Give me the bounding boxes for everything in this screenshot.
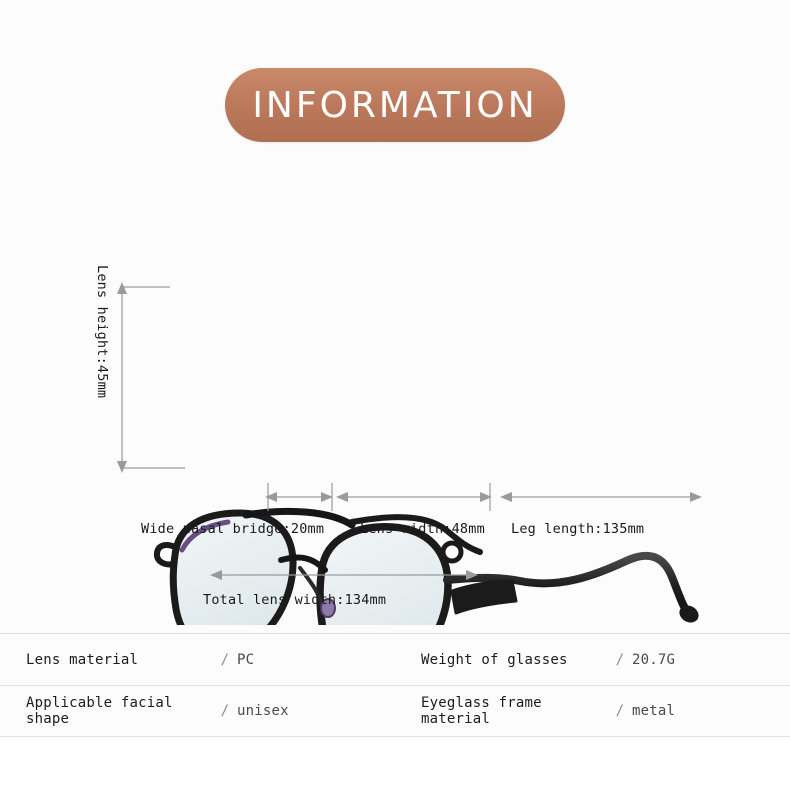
lens-height-label: Lens height:45mm (94, 265, 110, 399)
spec-key: Lens material (26, 651, 139, 668)
total-lens-width-label: Total lens width:134mm (203, 592, 387, 608)
spec-separator: / (615, 651, 624, 668)
specifications-table (0, 633, 790, 737)
spec-key: Eyeglass frame material (421, 695, 542, 727)
spec-cell-lens-material (0, 634, 395, 685)
table-row (0, 633, 790, 685)
spec-cell-weight (395, 634, 790, 685)
table-row (0, 685, 790, 737)
spec-separator: / (615, 703, 624, 719)
nasal-bridge-label: Wide nasal bridge:20mm (141, 521, 325, 537)
header-badge-container (0, 68, 790, 142)
information-badge (225, 68, 565, 142)
lens-width-label: Lens width:48mm (360, 521, 485, 537)
glasses-dimension-diagram (0, 225, 790, 625)
spec-value: metal (632, 703, 676, 719)
spec-separator: / (220, 703, 229, 719)
glasses-illustration (0, 225, 790, 625)
information-badge-label: INFORMATION (252, 84, 538, 126)
leg-length-label: Leg length:135mm (511, 521, 645, 537)
spec-cell-facial-shape (0, 686, 395, 736)
spec-key: Applicable facial shape (26, 695, 173, 727)
spec-value: 20.7G (632, 651, 676, 668)
spec-cell-frame-material (395, 686, 790, 736)
spec-value: PC (237, 651, 255, 668)
spec-key: Weight of glasses (421, 651, 568, 668)
spec-separator: / (220, 651, 229, 668)
page-footer-spacer (0, 738, 790, 790)
spec-value: unisex (237, 703, 289, 719)
